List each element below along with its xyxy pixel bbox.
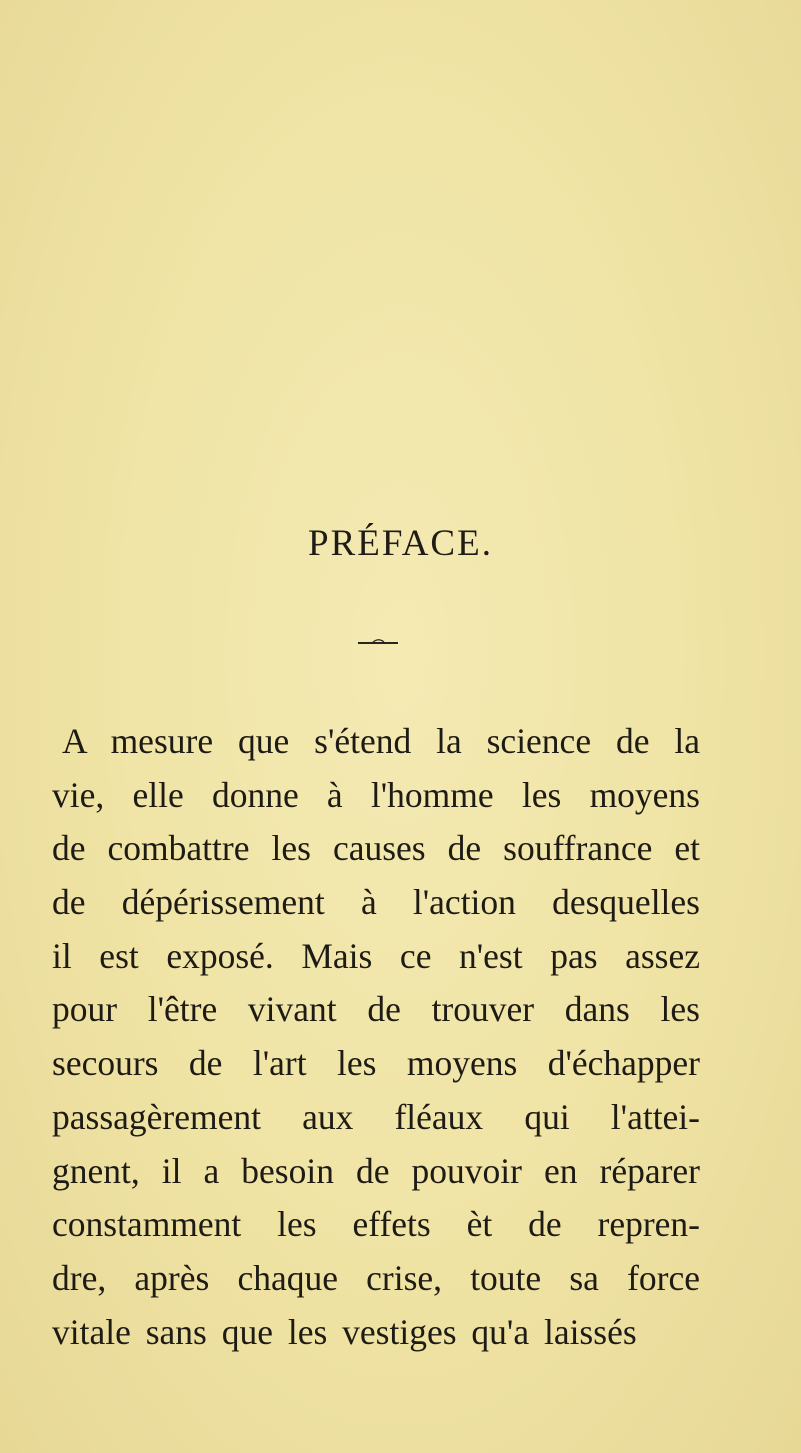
text-line-12: vitale sans que les vestiges qu'a laissés [52, 1311, 637, 1352]
text-line-1: A mesure que s'étend la science de la [62, 721, 700, 761]
ornament-rule [356, 636, 400, 646]
text-line-5: il est exposé. Mais ce n'est pas assez [52, 935, 700, 976]
preface-paragraph [52, 715, 700, 1359]
text-line-2: vie, elle donne à l'homme les moyens [52, 774, 700, 815]
text-line-9: gnent, il a besoin de pouvoir en réparer [52, 1150, 700, 1191]
text-line-4: de dépérissement à l'action desquelles [52, 882, 700, 923]
text-line-11: dre, après chaque crise, toute sa force [52, 1257, 700, 1298]
text-line-3: de combattre les causes de souffrance et [52, 828, 700, 869]
text-line-7: secours de l'art les moyens d'échapper [52, 1043, 700, 1084]
text-line-8: passagèrement aux fléaux qui l'attei- [52, 1096, 700, 1137]
text-line-10: constamment les effets èt de repren- [52, 1204, 700, 1245]
text-line-6: pour l'être vivant de trouver dans les [52, 989, 700, 1030]
page-title: PRÉFACE. [308, 523, 493, 564]
